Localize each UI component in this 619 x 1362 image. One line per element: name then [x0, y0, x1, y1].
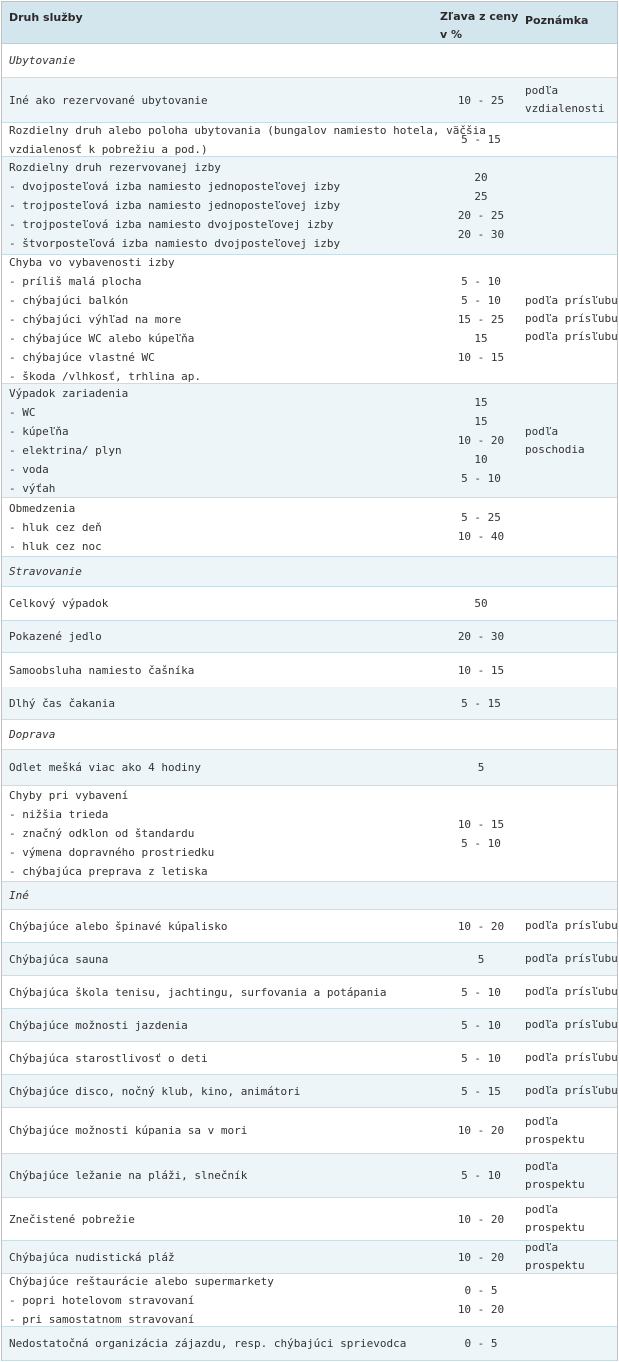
discount-cell-line: 5 - 10	[461, 836, 501, 850]
service-cell-line: - dvojposteľová izba namiesto jednoposteľovej izby	[9, 180, 341, 193]
discount-cell-line: 50	[474, 597, 488, 610]
note-cell-line: podľa	[525, 1203, 559, 1216]
service-cell	[9, 1108, 437, 1153]
discount-cell-line: 10 - 20	[457, 434, 505, 447]
table-row	[2, 255, 617, 384]
service-cell-line: - popri hotelovom stravovaní	[9, 1293, 195, 1307]
note-cell	[525, 123, 617, 156]
service-cell	[9, 976, 437, 1008]
service-cell	[9, 910, 437, 942]
note-cell-line: podľa prísľubu	[525, 985, 618, 998]
note-cell	[525, 687, 617, 719]
note-cell-line: podľa prísľubu	[525, 294, 618, 307]
table-header	[2, 2, 617, 44]
note-cell	[525, 1009, 617, 1041]
discount-cell	[440, 1042, 522, 1074]
discount-cell	[440, 1108, 522, 1153]
discount-cell-line: 5 - 25	[461, 511, 501, 524]
discount-cell-line: 20	[474, 170, 488, 184]
service-cell-line: Rozdielny druh rezervovanej izby	[9, 161, 221, 174]
service-cell-line: - chýbajúci výhľad na more	[9, 312, 182, 326]
note-cell	[525, 78, 617, 122]
table-row	[2, 976, 617, 1009]
table-row	[2, 910, 617, 943]
table-row	[2, 1042, 617, 1075]
discount-cell	[440, 78, 522, 122]
discount-cell-line: 5 - 10	[461, 1051, 501, 1065]
service-cell-line: Samoobsluha namiesto čašníka	[9, 663, 195, 677]
service-cell-line: - elektrina/ plyn	[9, 443, 122, 457]
table-row	[2, 1075, 617, 1108]
table-row	[2, 750, 617, 786]
section-row	[2, 882, 617, 910]
service-cell-line: Chýbajúca starostlivosť o deti	[9, 1051, 208, 1065]
discount-cell	[440, 1154, 522, 1197]
service-cell-line: - chýbajúce WC alebo kúpeľňa	[9, 331, 195, 345]
table-row	[2, 621, 617, 653]
discount-cell-line: 20 - 30	[457, 630, 505, 643]
header-discount-line: Zľava z ceny	[440, 10, 519, 23]
service-cell-line: Chýbajúce alebo špinavé kúpalisko	[9, 919, 228, 933]
note-cell	[525, 720, 617, 749]
discount-cell-line: 5 - 10	[461, 1018, 501, 1032]
service-cell-line: Chýbajúca sauna	[9, 952, 109, 966]
section-row	[2, 557, 617, 587]
discount-cell-line: 10 - 15	[457, 350, 505, 364]
service-cell-line: Pokazené jedlo	[9, 630, 102, 643]
discount-cell-line: 15	[474, 396, 488, 409]
discount-cell	[440, 587, 522, 620]
section-title	[9, 557, 437, 586]
discount-cell-line: 0 - 5	[464, 1284, 498, 1297]
discount-cell	[440, 1274, 522, 1326]
header-service-label: Druh služby	[9, 11, 83, 24]
note-cell-line: prospektu	[525, 1221, 585, 1234]
discount-cell	[440, 1198, 522, 1240]
service-cell	[9, 1327, 437, 1360]
service-cell-line: Chýbajúce reštaurácie alebo supermarkety	[9, 1274, 274, 1288]
service-cell-line: Dlhý čas čakania	[9, 696, 115, 710]
service-cell-line: vzdialenosť k pobrežiu a pod.)	[9, 142, 208, 156]
note-cell-line: podľa	[525, 1114, 559, 1128]
discount-cell-line: 10 - 25	[457, 93, 505, 107]
service-cell-line: Chýbajúce možnosti kúpania sa v mori	[9, 1124, 248, 1137]
note-cell	[525, 910, 617, 942]
note-cell-line: podľa	[525, 1241, 559, 1254]
table-row	[2, 1198, 617, 1241]
note-cell-line: podľa prísľubu	[525, 312, 618, 325]
service-cell-line: Chyba vo vybavenosti izby	[9, 255, 175, 269]
service-cell-line: Nedostatočná organizácia zájazdu, resp. chýbajúci sprievodca	[9, 1337, 407, 1350]
service-cell	[9, 943, 437, 975]
service-cell-line: - voda	[9, 462, 49, 476]
note-cell	[525, 1154, 617, 1197]
table-row	[2, 1009, 617, 1042]
service-cell-line: Rozdielny druh alebo poloha ubytovania (bungalov namiesto hotela, väčšia	[9, 123, 486, 137]
table-row	[2, 786, 617, 882]
discount-cell-line: 5 - 10	[461, 472, 501, 485]
service-cell	[9, 384, 437, 497]
note-cell-line: prospektu	[525, 1132, 585, 1146]
table-row	[2, 78, 617, 123]
table-row	[2, 943, 617, 976]
note-cell	[525, 587, 617, 620]
table-row	[2, 384, 617, 498]
service-cell-line: - značný odklon od štandardu	[9, 827, 195, 840]
note-cell	[525, 976, 617, 1008]
section-title-line: Iné	[9, 889, 29, 902]
header-discount	[440, 2, 522, 43]
note-cell	[525, 44, 617, 77]
discount-cell-line: 10 - 20	[457, 1303, 505, 1316]
service-cell	[9, 1241, 437, 1273]
table-row	[2, 1241, 617, 1274]
service-cell-line: Iné ako rezervované ubytovanie	[9, 93, 208, 107]
service-cell-line: - chýbajúca preprava z letiska	[9, 865, 208, 878]
note-cell	[525, 1075, 617, 1107]
discount-cell-line: 5 - 15	[461, 1084, 501, 1098]
discount-cell-line: 20 - 30	[457, 227, 505, 241]
discount-cell-line: 5	[477, 761, 485, 774]
discount-cell	[440, 882, 522, 909]
discount-cell	[440, 720, 522, 749]
note-cell	[525, 1198, 617, 1240]
discount-cell-line: 5 - 15	[461, 133, 501, 146]
document-frame	[1, 1, 618, 1361]
table-row	[2, 1154, 617, 1198]
note-cell	[525, 1327, 617, 1360]
note-cell-line: podľa	[525, 1159, 559, 1173]
discount-cell-line: 5	[477, 952, 485, 966]
service-cell-line: - výmena dopravného prostriedku	[9, 846, 215, 859]
service-cell-line: - výťah	[9, 481, 56, 495]
discount-cell-line: 5 - 15	[461, 696, 501, 710]
service-cell-line: - škoda /vlhkosť, trhlina ap.	[9, 369, 202, 383]
service-cell-line: Chýbajúce disco, nočný klub, kino, animátori	[9, 1084, 301, 1098]
note-cell	[525, 1108, 617, 1153]
discount-cell-line: 15 - 25	[457, 312, 505, 326]
discount-cell-line: 5 - 10	[461, 274, 501, 288]
section-row	[2, 720, 617, 750]
note-cell-line: vzdialenosti	[525, 102, 605, 115]
discount-cell	[440, 157, 522, 254]
note-cell	[525, 1241, 617, 1273]
service-cell	[9, 498, 437, 556]
service-cell	[9, 621, 437, 652]
service-cell-line: - WC	[9, 405, 36, 419]
section-title	[9, 882, 437, 909]
note-cell	[525, 786, 617, 881]
service-cell-line: - pri samostatnom stravovaní	[9, 1312, 195, 1326]
table-row	[2, 687, 617, 720]
discount-cell	[440, 123, 522, 156]
service-cell	[9, 653, 437, 687]
section-title-line: Doprava	[9, 728, 56, 741]
service-cell-line: - chýbajúce vlastné WC	[9, 350, 155, 364]
header-discount-line: v %	[440, 28, 463, 41]
discount-cell-line: 15	[474, 415, 488, 428]
note-cell-line: prospektu	[525, 1177, 585, 1191]
discount-cell	[440, 750, 522, 785]
service-cell	[9, 78, 437, 122]
note-cell-line: podľa prísľubu	[525, 330, 618, 343]
discount-cell-line: 5 - 10	[461, 1169, 501, 1182]
note-cell-line: podľa	[525, 424, 559, 438]
note-cell	[525, 621, 617, 652]
discount-cell-line: 15	[474, 331, 488, 345]
discount-cell	[440, 255, 522, 383]
note-cell-line: podľa prísľubu	[525, 1084, 618, 1097]
service-cell-line: - štvorposteľová izba namiesto dvojposteľovej izby	[9, 237, 341, 250]
table-row	[2, 498, 617, 557]
note-cell-line: poschodia	[525, 442, 585, 456]
discount-cell	[440, 910, 522, 942]
discount-cell	[440, 653, 522, 687]
section-title-line: Stravovanie	[9, 565, 82, 578]
discount-cell	[440, 498, 522, 556]
note-cell	[525, 255, 617, 383]
service-cell-line: Obmedzenia	[9, 501, 76, 515]
service-cell-line: - príliš malá plocha	[9, 274, 142, 288]
service-cell-line: - kúpeľňa	[9, 424, 69, 438]
discount-cell	[440, 1009, 522, 1041]
service-cell	[9, 255, 437, 383]
table-row	[2, 1327, 617, 1361]
note-cell-line: podľa prísľubu	[525, 952, 618, 965]
discount-cell	[440, 1327, 522, 1360]
section-title-line: Ubytovanie	[9, 54, 76, 67]
service-cell-line: - trojposteľová izba namiesto dvojposteľovej izby	[9, 218, 334, 231]
discount-cell-line: 25	[474, 189, 488, 203]
note-cell-line: podľa prísľubu	[525, 1018, 618, 1031]
table-row	[2, 1108, 617, 1154]
table-row	[2, 157, 617, 255]
discount-cell	[440, 621, 522, 652]
discount-cell	[440, 44, 522, 77]
table-row	[2, 587, 617, 621]
discount-cell-line: 5 - 10	[461, 293, 501, 307]
note-cell	[525, 498, 617, 556]
service-cell-line: Odlet mešká viac ako 4 hodiny	[9, 761, 202, 774]
service-cell-line: - trojposteľová izba namiesto jednoposteľovej izby	[9, 199, 341, 212]
note-cell-line: podľa	[525, 84, 559, 97]
service-cell	[9, 587, 437, 620]
discount-cell-line: 10 - 40	[457, 530, 505, 543]
discount-cell-line: 20 - 25	[457, 208, 505, 222]
discount-cell	[440, 786, 522, 881]
table-row	[2, 1274, 617, 1327]
section-title	[9, 720, 437, 749]
note-cell	[525, 1274, 617, 1326]
service-cell	[9, 750, 437, 785]
discount-cell	[440, 1075, 522, 1107]
service-cell-line: Znečistené pobrežie	[9, 1212, 135, 1226]
service-cell-line: - nižšia trieda	[9, 808, 109, 821]
service-cell-line: - hluk cez noc	[9, 539, 102, 553]
discount-cell-line: 10 - 20	[457, 1250, 505, 1264]
discount-cell	[440, 384, 522, 497]
note-cell-line: prospektu	[525, 1259, 585, 1272]
discount-cell	[440, 976, 522, 1008]
service-cell-line: - hluk cez deň	[9, 520, 102, 534]
note-cell	[525, 557, 617, 586]
service-cell	[9, 1154, 437, 1197]
discount-cell-line: 0 - 5	[464, 1337, 498, 1350]
discount-cell-line: 10 - 20	[457, 919, 505, 933]
service-cell-line: Chýbajúce ležanie na pláži, slnečník	[9, 1169, 248, 1182]
discount-cell	[440, 557, 522, 586]
table-row	[2, 123, 617, 157]
service-cell	[9, 1075, 437, 1107]
discount-cell-line: 10 - 20	[457, 1212, 505, 1226]
service-cell	[9, 1042, 437, 1074]
service-cell	[9, 1198, 437, 1240]
discount-cell-line: 10 - 15	[457, 817, 505, 831]
service-cell-line: Chýbajúca škola tenisu, jachtingu, surfovania a potápania	[9, 985, 387, 999]
table-row	[2, 653, 617, 688]
header-note	[525, 2, 617, 43]
section-title	[9, 44, 437, 77]
note-cell	[525, 882, 617, 909]
section-row	[2, 44, 617, 78]
service-cell-line: Chyby pri vybavení	[9, 789, 129, 802]
note-cell-line: podľa prísľubu	[525, 919, 618, 932]
note-cell	[525, 943, 617, 975]
discount-cell	[440, 687, 522, 719]
service-cell	[9, 687, 437, 719]
note-cell	[525, 750, 617, 785]
service-cell-line: Celkový výpadok	[9, 597, 109, 610]
service-cell	[9, 157, 437, 254]
note-cell	[525, 384, 617, 497]
discount-cell-line: 10	[474, 453, 488, 466]
note-cell-line: podľa prísľubu	[525, 1051, 618, 1064]
service-cell	[9, 1009, 437, 1041]
discount-cell-line: 10 - 15	[457, 663, 505, 677]
discount-cell	[440, 943, 522, 975]
note-cell	[525, 157, 617, 254]
service-cell-line: Chýbajúca nudistická pláž	[9, 1250, 175, 1264]
discount-cell	[440, 1241, 522, 1273]
header-note-label: Poznámka	[525, 14, 589, 27]
service-cell-line: Chýbajúce možnosti jazdenia	[9, 1018, 188, 1032]
header-service	[9, 2, 437, 43]
discount-cell-line: 5 - 10	[461, 985, 501, 999]
service-cell-line: - chýbajúci balkón	[9, 293, 129, 307]
discount-cell-line: 10 - 20	[457, 1124, 505, 1137]
service-cell	[9, 786, 437, 881]
service-cell	[9, 1274, 437, 1326]
note-cell	[525, 1042, 617, 1074]
service-cell-line: Výpadok zariadenia	[9, 386, 129, 400]
note-cell	[525, 653, 617, 687]
